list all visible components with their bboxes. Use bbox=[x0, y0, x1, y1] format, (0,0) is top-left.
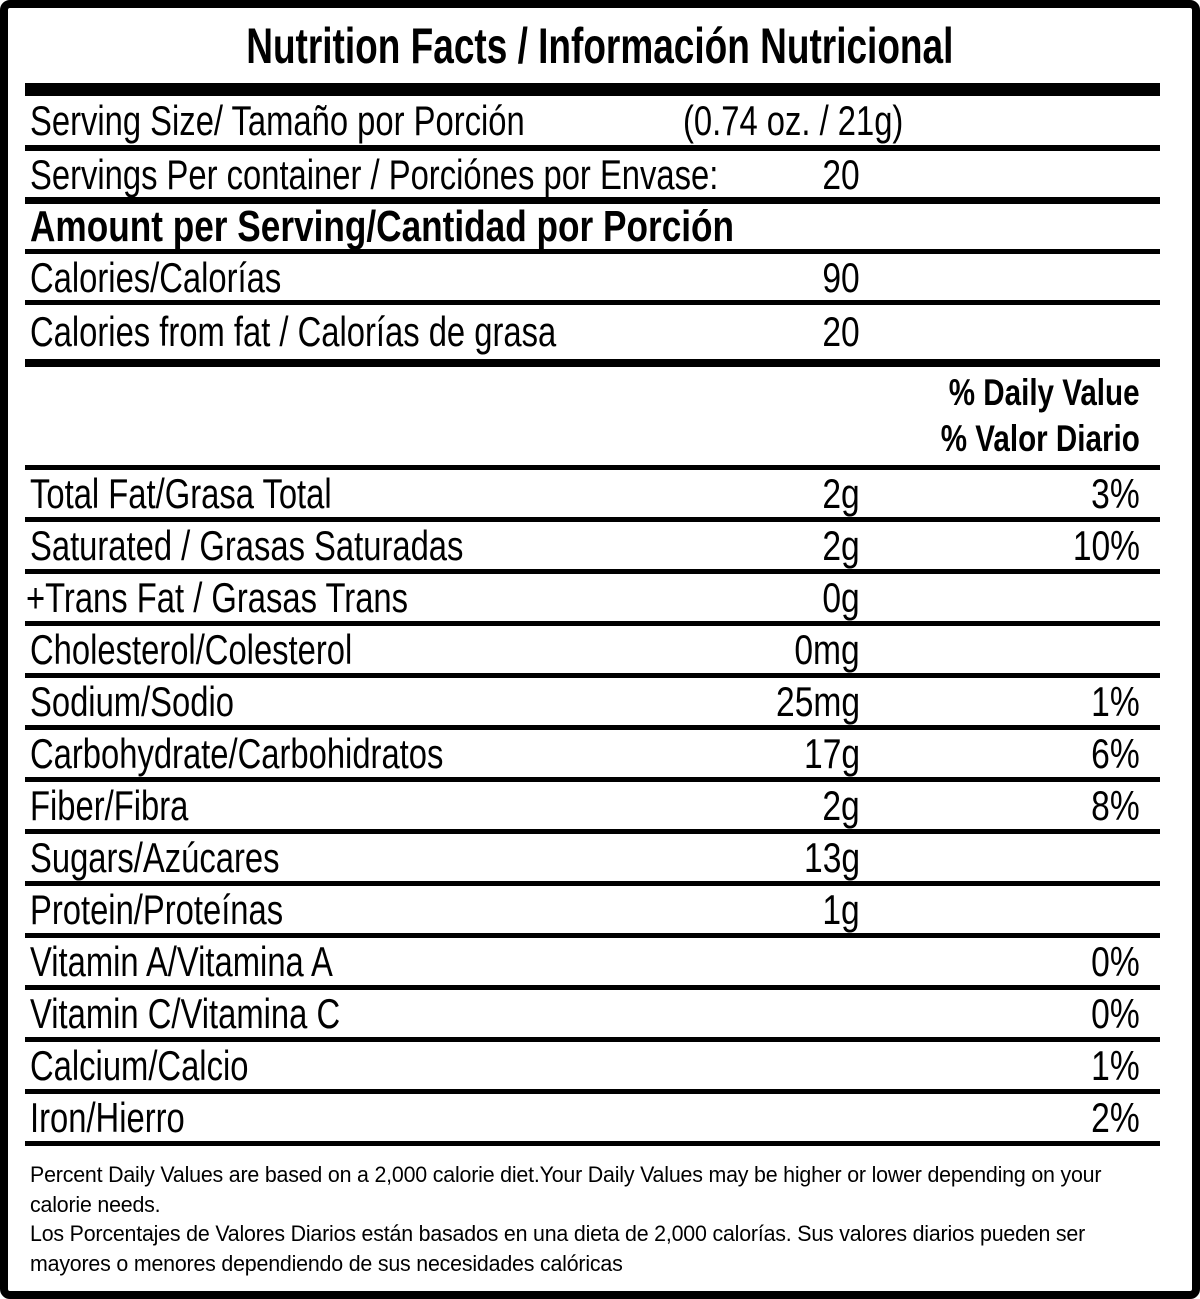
nutrient-amount: 13g bbox=[803, 834, 860, 881]
serving-size-value: (0.74 oz. / 21g) bbox=[683, 96, 904, 144]
nutrient-row bbox=[25, 990, 1160, 1037]
amount-per-serving-header: Amount per Serving/Cantidad por Porción bbox=[30, 201, 735, 251]
nutrient-label: Vitamin C/Vitamina C bbox=[30, 990, 341, 1037]
label-title: Nutrition Facts / Información Nutricional bbox=[246, 17, 954, 74]
nutrient-label: Vitamin A/Vitamina A bbox=[30, 938, 333, 985]
servings-per-container-row bbox=[25, 151, 1160, 197]
nutrient-label: Saturated / Grasas Saturadas bbox=[30, 522, 464, 569]
nutrient-daily-value: 3% bbox=[1091, 470, 1140, 517]
nutrient-row bbox=[25, 1042, 1160, 1089]
nutrient-amount: 2g bbox=[822, 782, 860, 829]
nutrient-row bbox=[25, 834, 1160, 881]
nutrient-row bbox=[25, 782, 1160, 829]
nutrient-label: Sugars/Azúcares bbox=[30, 834, 280, 881]
serving-size-label-cell bbox=[25, 97, 683, 145]
nutrient-daily-value: 1% bbox=[1091, 1042, 1140, 1089]
thick-divider bbox=[25, 83, 1160, 96]
servings-per-container-label: Servings Per container / Porciónes por Envase: bbox=[30, 151, 719, 198]
nutrient-row bbox=[25, 574, 1160, 621]
nutrient-amount: 0g bbox=[822, 574, 860, 621]
nutrient-daily-value: 6% bbox=[1091, 730, 1140, 777]
calories-label: Calories/Calorías bbox=[30, 254, 282, 301]
serving-size-value-cell bbox=[683, 97, 966, 145]
nutrient-amount: 25mg bbox=[775, 678, 860, 725]
nutrient-amount: 0mg bbox=[794, 626, 860, 673]
nutrient-row bbox=[25, 886, 1160, 933]
nutrient-daily-value: 0% bbox=[1091, 990, 1140, 1037]
calories-from-fat-row bbox=[25, 305, 1160, 359]
nutrient-label: Calcium/Calcio bbox=[30, 1042, 249, 1089]
servings-per-container-value: 20 bbox=[822, 151, 860, 198]
nutrient-label: Carbohydrate/Carbohidratos bbox=[30, 730, 444, 777]
nutrient-amount: 1g bbox=[822, 886, 860, 933]
nutrient-daily-value: 1% bbox=[1091, 678, 1140, 725]
nutrient-row bbox=[25, 1094, 1160, 1141]
nutrient-amount: 2g bbox=[822, 522, 860, 569]
nutrient-label: Fiber/Fibra bbox=[30, 782, 189, 829]
nutrient-daily-value: 8% bbox=[1091, 782, 1140, 829]
footnote-english: Percent Daily Values are based on a 2,000 calorie diet.Your Daily Values may be higher or lower depending on your calorie needs. bbox=[30, 1162, 1102, 1217]
calories-value: 90 bbox=[822, 254, 860, 301]
nutrient-row bbox=[25, 470, 1160, 517]
daily-value-header-block bbox=[25, 367, 1160, 465]
nutrient-row bbox=[25, 938, 1160, 985]
nutrient-label: +Trans Fat / Grasas Trans bbox=[26, 574, 409, 621]
serving-size-label: Serving Size/ Tamaño por Porción bbox=[30, 96, 525, 144]
nutrient-label: Protein/Proteínas bbox=[30, 886, 284, 933]
nutrient-row bbox=[25, 522, 1160, 569]
calories-from-fat-label: Calories from fat / Calorías de grasa bbox=[30, 308, 557, 355]
nutrient-row bbox=[25, 678, 1160, 725]
nutrient-daily-value: 0% bbox=[1091, 938, 1140, 985]
nutrient-daily-value: 2% bbox=[1091, 1094, 1140, 1141]
footnote-spanish: Los Porcentajes de Valores Diarios están basados en una dieta de 2,000 calorías. Sus valores diarios pueden ser mayores o menores dependiendo de sus necesidades calóricas bbox=[30, 1221, 1086, 1277]
nutrient-amount: 17g bbox=[803, 730, 860, 777]
calories-row bbox=[25, 254, 1160, 300]
nutrient-label: Cholesterol/Colesterol bbox=[30, 626, 353, 673]
nutrient-label: Sodium/Sodio bbox=[30, 678, 234, 725]
daily-value-header-es: % Valor Diario bbox=[940, 418, 1140, 460]
label-title-bar bbox=[8, 8, 1192, 83]
divider bbox=[25, 359, 1160, 367]
nutrient-label: Total Fat/Grasa Total bbox=[30, 470, 332, 517]
serving-size-row bbox=[25, 96, 1160, 145]
nutrient-row bbox=[25, 730, 1160, 777]
nutrient-amount: 2g bbox=[822, 470, 860, 517]
nutrient-label: Iron/Hierro bbox=[30, 1094, 185, 1141]
amount-per-serving-header-row bbox=[25, 201, 1160, 251]
nutrient-row bbox=[25, 626, 1160, 673]
daily-value-header-en: % Daily Value bbox=[949, 371, 1140, 413]
amount-per-serving-header-cell bbox=[25, 202, 910, 252]
nutrient-daily-value: 10% bbox=[1072, 522, 1140, 569]
footnote-section bbox=[8, 1146, 1192, 1279]
servings-per-container-label-cell bbox=[30, 151, 719, 199]
calories-from-fat-value: 20 bbox=[822, 308, 860, 355]
